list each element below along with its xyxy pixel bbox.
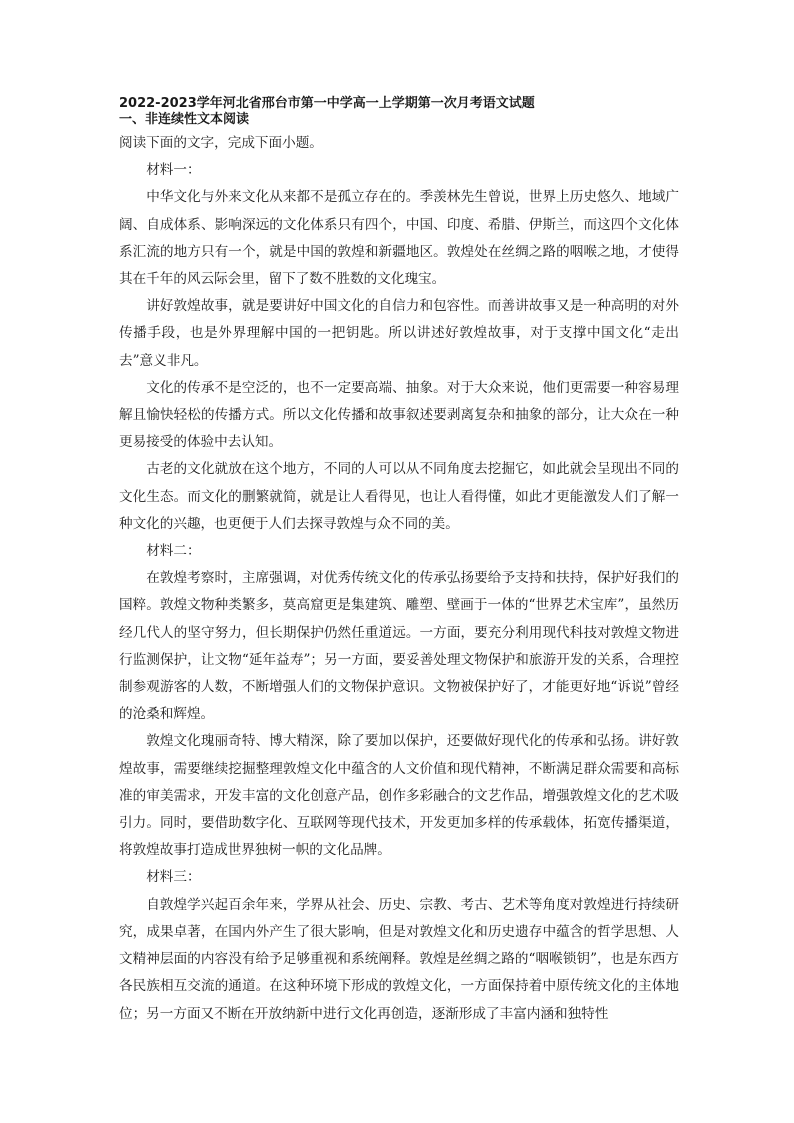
body-paragraph: 讲好敦煌故事，就是要讲好中国文化的自信力和包容性。而善讲故事又是一种高明的对外传播手段，也是外界理解中国的一把钥匙。所以讲述好敦煌故事，对于支撑中国文化“走出去”意义非凡。 [119, 298, 679, 369]
document-title: 2022-2023学年河北省邢台市第一中学高一上学期第一次月考语文试题 [119, 96, 535, 111]
material-label: 材料三： [146, 869, 201, 886]
body-paragraph: 自敦煌学兴起百余年来，学界从社会、历史、宗教、考古、艺术等角度对敦煌进行持续研究，成果卓著，在国内外产生了很大影响，但是对敦煌文化和历史遗存中蕴含的哲学思想、人文精神层面的内容没有给予足够重视和系统阐释。敦煌是丝绸之路的“咽喉锁钥”，也是东西方各民族相互交流的通道。在这种环境下形成的敦煌文化，一方面保持着中原传统文化的主体地位；另一方面又不断在开放纳新中进行文化再创造，逐渐形成了丰富内涵和独特性 [119, 896, 679, 1022]
document-page [119, 96, 679, 1028]
section-heading: 一、非连续性文本阅读 [119, 112, 250, 127]
body-paragraph: 中华文化与外来文化从来都不是孤立存在的。季羡林先生曾说，世界上历史悠久、地域广阔、自成体系、影响深远的文化体系只有四个，中国、印度、希腊、伊斯兰，而这四个文化体系汇流的地方只有一个，就是中国的敦煌和新疆地区。敦煌处在丝绸之路的咽喉之地，才使得其在千年的风云际会里，留下了数不胜数的文化瑰宝。 [119, 189, 679, 288]
body-paragraph: 文化的传承不是空泛的，也不一定要高端、抽象。对于大众来说，他们更需要一种容易理解且愉快轻松的传播方式。所以文化传播和故事叙述要剥离复杂和抽象的部分，让大众在一种更易接受的体验中去认知。 [119, 379, 679, 451]
body-paragraph: 在敦煌考察时，主席强调，对优秀传统文化的传承弘扬要给予支持和扶持，保护好我们的国粹。敦煌文物种类繁多，莫高窟更是集建筑、雕塑、壁画于一体的“世界艺术宝库”，虽然历经几代人的坚守努力，但长期保护仍然任重道远。一方面，要充分利用现代科技对敦煌文物进行监测保护，让文物“延年益寿”；另一方面，要妥善处理文物保护和旅游开发的关系，合理控制参观游客的人数，不断增强人们的文物保护意识。文物被保护好了，才能更好地“诉说”曾经的沧桑和辉煌。 [119, 570, 679, 723]
instruction-text: 阅读下面的文字，完成下面小题。 [119, 135, 323, 151]
material-label: 材料二： [146, 543, 201, 560]
body-paragraph: 古老的文化就放在这个地方，不同的人可以从不同角度去挖掘它，如此就会呈现出不同的文化生态。而文化的删繁就简，就是让人看得见，也让人看得懂，如此才更能激发人们了解一种文化的兴趣，也更便于人们去探寻敦煌与众不同的美。 [119, 461, 679, 532]
material-label: 材料一： [146, 162, 201, 179]
body-paragraph: 敦煌文化瑰丽奇特、博大精深，除了要加以保护，还要做好现代化的传承和弘扬。讲好敦煌故事，需要继续挖掘整理敦煌文化中蕴含的人文价值和现代精神，不断满足群众需要和高标准的审美需求，开发丰富的文化创意产品，创作多彩融合的文艺作品，增强敦煌文化的艺术吸引力。同时，要借助数字化、互联网等现代技术，开发更加多样的传承载体，拓宽传播渠道，将敦煌故事打造成世界独树一帜的文化品牌。 [119, 733, 679, 859]
